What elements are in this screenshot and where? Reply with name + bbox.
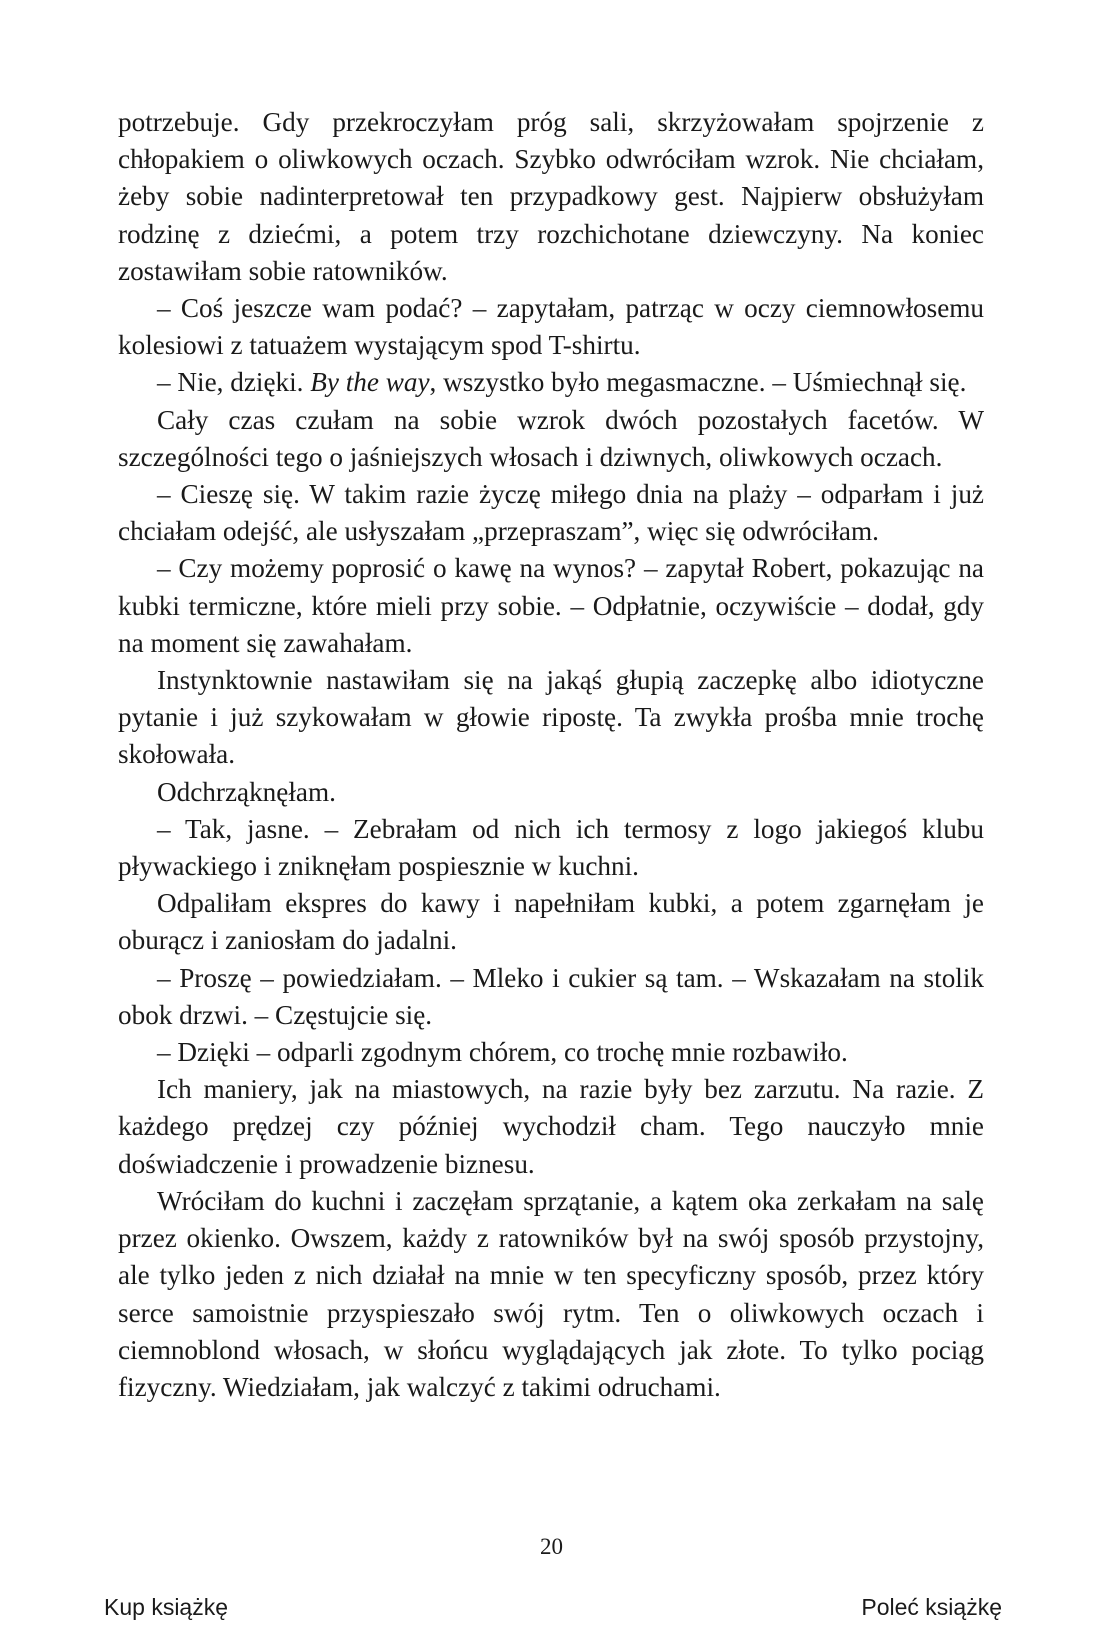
paragraph-text: – Nie, dzięki. xyxy=(157,367,311,398)
paragraph: Wróciłam do kuchni i zaczęłam sprzątanie, a kątem oka zerkałam na salę przez okienko. Owszem, każdy z ratowników był na swój sposób przystojny, ale tylko jeden z nich działał na mnie w ten specyficzny sposób, przez który serce samoistnie przyspieszało swój rytm. Ten o oliwkowych oczach i ciemnoblond włosach, w słońcu wyglądających jak złote. To tylko pociąg fizyczny. Wiedziałam, jak walczyć z takimi odruchami. xyxy=(118,1185,984,1402)
paragraph: potrzebuje. Gdy przekroczyłam próg sali, skrzyżowałam spojrzenie z chłopakiem o oliwkowych oczach. Szybko odwróciłam wzrok. Nie chciałam, żeby sobie nadinterpretował ten przypadkowy gest. Najpierw obsłużyłam rodzinę z dziećmi, a potem trzy rozchichotane dziewczyny. Na koniec zostawiłam sobie ratowników. xyxy=(118,107,984,286)
paragraph: – Czy możemy poprosić o kawę na wynos? – zapytał Robert, pokazując na kubki termiczne, które mieli przy sobie. – Odpłatnie, oczywiście – dodał, gdy na moment się zawahałam. xyxy=(118,553,984,658)
page-body xyxy=(118,104,984,1406)
paragraph: – Dzięki – odparli zgodnym chórem, co trochę mnie rozbawiło. xyxy=(157,1037,848,1068)
paragraph-text: , wszystko było megasmaczne. – Uśmiechnął się. xyxy=(429,367,967,398)
paragraph: Instynktownie nastawiłam się na jakąś głupią zaczepkę albo idiotyczne pytanie i już szykowałam w głowie ripostę. Ta zwykła prośba mnie trochę skołowała. xyxy=(118,665,984,770)
paragraph xyxy=(118,364,984,401)
paragraph: Odpaliłam ekspres do kawy i napełniłam kubki, a potem zgarnęłam je oburącz i zaniosłam do jadalni. xyxy=(118,888,984,956)
paragraph: Ich maniery, jak na miastowych, na razie były bez zarzutu. Na razie. Z każdego prędzej czy później wychodził cham. Tego nauczyło mnie doświadczenie i prowadzenie biznesu. xyxy=(118,1074,984,1179)
page-number: 20 xyxy=(540,1534,563,1559)
paragraph: – Cieszę się. W takim razie życzę miłego dnia na plaży – odparłam i już chciałam odejść, ale usłyszałam „przepraszam”, więc się odwróciłam. xyxy=(118,479,984,547)
paragraph: Odchrząknęłam. xyxy=(157,776,336,807)
paragraph: Cały czas czułam na sobie wzrok dwóch pozostałych facetów. W szczególności tego o jaśniejszych włosach i dziwnych, oliwkowych oczach. xyxy=(118,404,984,472)
paragraph: – Coś jeszcze wam podać? – zapytałam, patrząc w oczy ciemnowłosemu kolesiowi z tatuażem wystającym spod T-shirtu. xyxy=(118,293,984,361)
italic-phrase: By the way xyxy=(310,367,430,398)
paragraph: – Proszę – powiedziałam. – Mleko i cukier są tam. – Wskazałam na stolik obok drzwi. – Częstujcie się. xyxy=(118,962,984,1030)
recommend-book-link[interactable]: Poleć książkę xyxy=(861,1594,1002,1620)
buy-book-link[interactable]: Kup książkę xyxy=(104,1594,229,1620)
paragraph: – Tak, jasne. – Zebrałam od nich ich termosy z logo jakiegoś klubu pływackiego i zniknęłam pospiesznie w kuchni. xyxy=(118,813,984,882)
